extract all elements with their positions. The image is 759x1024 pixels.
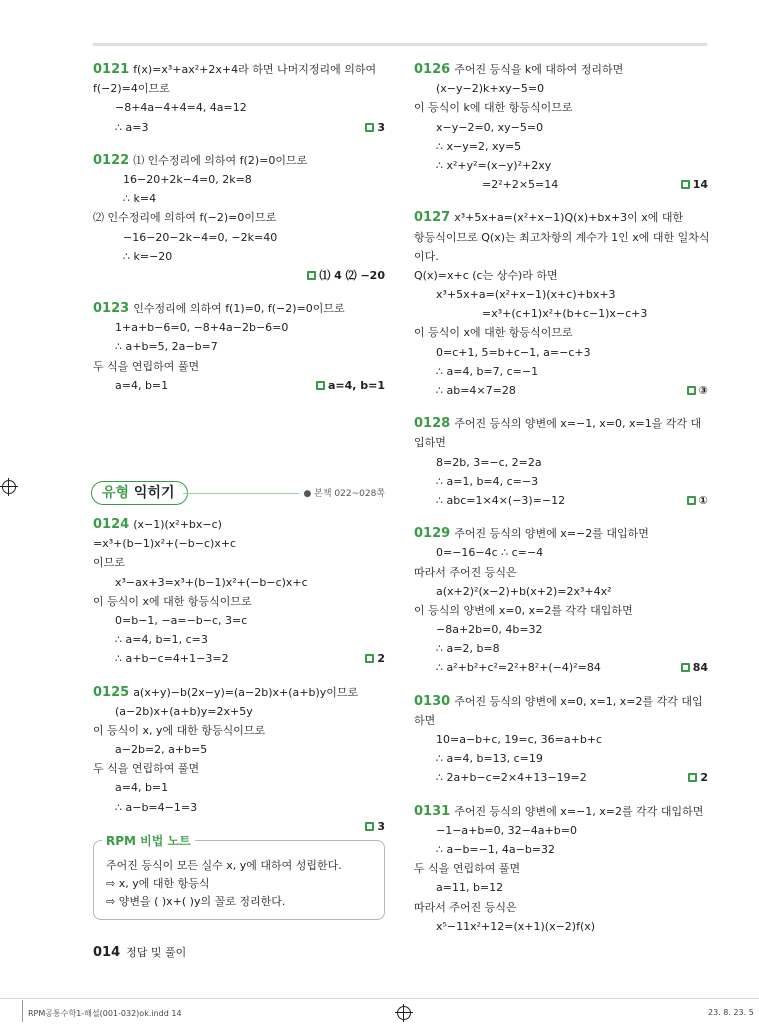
section-reference: ● 본책 022~028쪽: [303, 489, 385, 499]
section-badge: 유형 익히기: [91, 481, 188, 505]
answer-badge: 2: [688, 768, 708, 787]
answer-icon: [365, 123, 374, 132]
answer-badge: 3: [365, 118, 385, 137]
answer-badge: 14: [681, 175, 708, 194]
slug-filename: RPM공통수학1-해설(001-032)ok.indd 14: [28, 1009, 182, 1018]
section-header: [93, 481, 385, 507]
answer-badge: 84: [681, 658, 708, 677]
answer-badge: ③: [687, 381, 708, 400]
crop-mark: [22, 1000, 23, 1022]
problem-number: 0122: [93, 152, 130, 168]
problem-0126: 0126 주어진 등식을 k에 대하여 정리하면 (x−y−2)k+xy−5=0 이 등식이 k에 대한 항등식이므로 x−y−2=0, xy−5=0 ∴ x−y=2, xy=5 ∴ x²+y²=(x−y)²+2xy =2²+2×5=14 14: [414, 60, 708, 194]
rpm-tip-note: RPM 비법 노트 주어진 등식이 모든 실수 x, y에 대하여 성립한다. ⇨ x, y에 대한 항등식 ⇨ 양변을 ( )x+( )y의 꼴로 정리한다.: [93, 840, 385, 920]
top-rule: [93, 43, 707, 46]
answer-icon: [307, 271, 316, 280]
section-rule: [183, 493, 299, 494]
problem-0122: 0122 ⑴ 인수정리에 의하여 f(2)=0이므로 16−20+2k−4=0, 2k=8 ∴ k=4 ⑵ 인수정리에 의하여 f(−2)=0이므로 −16−20−2k−4=0, −2k=40 ∴ k=−20 ⑴ 4 ⑵ −20: [93, 151, 385, 285]
answer-icon: [681, 180, 690, 189]
answer-badge: ①: [687, 491, 708, 510]
page-footer: [93, 944, 186, 960]
problem-number: 0129: [414, 526, 451, 542]
answer-badge: a=4, b=1: [316, 376, 385, 395]
page-number: 014: [93, 945, 121, 960]
answer-badge: ⑴ 4 ⑵ −20: [307, 266, 385, 285]
problem-number: 0130: [414, 693, 451, 709]
answer-badge: 3: [365, 817, 385, 836]
problem-0123: 0123 인수정리에 의하여 f(1)=0, f(−2)=0이므로 1+a+b−6=0, −8+4a−2b−6=0 ∴ a+b=5, 2a−b=7 두 식을 연립하여 풀면 a=4, b=1 a=4, b=1: [93, 299, 385, 395]
problem-0121: 0121 f(x)=x³+ax²+2x+4라 하면 나머지정리에 의하여 f(−2)=4이므로 −8+4a−4+4=4, 4a=12 ∴ a=3 3: [93, 60, 385, 137]
registration-mark-icon: [397, 1006, 411, 1020]
problem-0129: 0129 주어진 등식의 양변에 x=−2를 대입하면 0=−16−4c ∴ c=−4 따라서 주어진 등식은 a(x+2)²(x−2)+b(x+2)=2x³+4x² 이 등식의 양변에 x=0, x=2를 각각 대입하면 −8a+2b=0, 4b=32 ∴ a=2, b=8 ∴ a²+b²+c²=2²+8²+(−4)²=84 84: [414, 524, 708, 678]
left-column: [93, 60, 385, 920]
problem-number: 0126: [414, 62, 451, 77]
problem-0130: 0130 주어진 등식의 양변에 x=0, x=1, x=2를 각각 대입 하면 10=a−b+c, 19=c, 36=a+b+c ∴ a=4, b=13, c=19 ∴ 2a+b−c=2×4+13−19=2 2: [414, 692, 708, 788]
problem-number: 0127: [414, 210, 451, 226]
footer-label: 정답 및 풀이: [126, 946, 187, 959]
problem-0131: 0131 주어진 등식의 양변에 x=−1, x=2를 각각 대입하면 −1−a+b=0, 32−4a+b=0 ∴ a−b=−1, 4a−b=32 두 식을 연립하여 풀면 a=11, b=12 따라서 주어진 등식은 x⁵−11x²+12=(x+1)(x−2)f(x): [414, 803, 704, 933]
bottom-rule: [0, 998, 759, 999]
registration-mark-icon: [2, 480, 16, 494]
problem-number: 0124: [93, 517, 130, 532]
answer-icon: [687, 496, 696, 505]
problem-number: 0123: [93, 301, 130, 317]
answer-icon: [316, 381, 325, 390]
problem-0125: 0125 a(x+y)−b(2x−y)=(a−2b)x+(a+b)y이므로 (a−2b)x+(a+b)y=2x+5y 이 등식이 x, y에 대한 항등식이므로 a−2b=2, a+b=5 두 식을 연립하여 풀면 a=4, b=1 ∴ a−b=4−1=3 3: [93, 683, 385, 837]
problem-0127: 0127 x³+5x+a=(x²+x−1)Q(x)+bx+3이 x에 대한 항등식이므로 Q(x)는 최고차항의 계수가 1인 x에 대한 일차식 이다. Q(x)=x+c (c는 상수)라 하면 x³+5x+a=(x²+x−1)(x+c)+bx+3 =x³+(c+1)x²+(b+c−1)x−c+3 이 등식이 x에 대한 항등식이므로 0=c+1, 5=b+c−1, a=−c+3 ∴ a=4, b=7, c=−1 ∴ ab=4×7=28 ③: [414, 208, 708, 400]
problem-0128: 0128 주어진 등식의 양변에 x=−1, x=0, x=1을 각각 대 입하면 8=2b, 3=−c, 2=2a ∴ a=1, b=4, c=−3 ∴ abc=1×4×(−3)=−12 ①: [414, 414, 708, 510]
problem-0124: 0124 (x−1)(x²+bx−c) =x³+(b−1)x²+(−b−c)x+c 이므로 x³−ax+3=x³+(b−1)x²+(−b−c)x+c 이 등식이 x에 대한 항등식이므로 0=b−1, −a=−b−c, 3=c ∴ a=4, b=1, c=3 ∴ a+b−c=4+1−3=2 2: [93, 515, 385, 669]
problem-number: 0131: [414, 803, 451, 819]
answer-icon: [681, 663, 690, 672]
answer-icon: [687, 386, 696, 395]
answer-icon: [688, 773, 697, 782]
problem-number: 0121: [93, 62, 130, 77]
note-title: RPM 비법 노트: [102, 832, 195, 849]
problem-number: 0125: [93, 684, 130, 700]
answer-icon: [365, 822, 374, 831]
slug-date: 23. 8. 23. 5: [708, 1008, 754, 1017]
problem-number: 0128: [414, 416, 451, 432]
answer-icon: [365, 654, 374, 663]
right-column: [414, 60, 708, 936]
answer-badge: 2: [365, 649, 385, 668]
